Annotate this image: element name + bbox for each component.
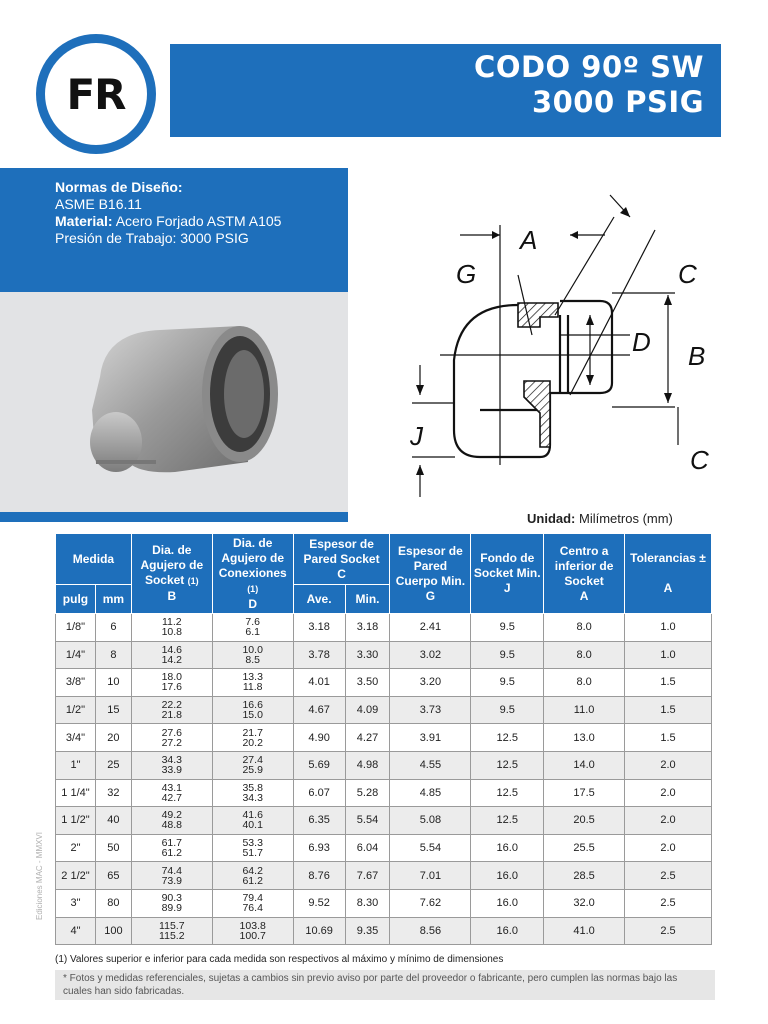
cell-wall-min: 6.04 [345,834,390,862]
cell-tolerance: 2.5 [625,862,712,890]
cell-center-to-bottom: 28.5 [544,862,625,890]
unit-label [527,511,673,526]
cell-socket-bore: 18.0 17.6 [131,669,212,697]
cell-connection-bore: 53.3 51.7 [212,834,293,862]
cell-mm: 65 [95,862,131,890]
header-min: Min. [345,585,390,614]
cell-pulg: 1" [56,751,96,779]
cell-wall-ave: 4.01 [293,669,345,697]
cell-tolerance: 2.5 [625,917,712,945]
cell-center-to-bottom: 41.0 [544,917,625,945]
cell-body-wall: 3.20 [390,669,471,697]
table-row [56,724,712,752]
footnote-1: (1) Valores superior e inferior para cada medida son respectivos al máximo y mínimo de dimensiones [55,954,504,965]
logo [45,43,147,145]
cell-body-wall: 3.91 [390,724,471,752]
cell-wall-min: 4.09 [345,696,390,724]
design-value: ASME B16.11 [55,196,142,212]
cell-connection-bore: 27.4 25.9 [212,751,293,779]
dimensions-table [55,533,712,945]
cell-socket-depth: 12.5 [471,751,544,779]
cell-pulg: 3/8" [56,669,96,697]
cell-mm: 10 [95,669,131,697]
cell-wall-min: 5.54 [345,807,390,835]
cell-pulg: 3" [56,889,96,917]
cell-connection-bore: 41.6 40.1 [212,807,293,835]
material-label: Material: [55,213,113,229]
cell-wall-ave: 5.69 [293,751,345,779]
page-title [474,50,704,120]
cell-wall-min: 3.18 [345,614,390,642]
logo-text: FR [66,69,126,119]
cell-center-to-bottom: 25.5 [544,834,625,862]
cell-socket-depth: 12.5 [471,779,544,807]
cell-center-to-bottom: 14.0 [544,751,625,779]
cell-wall-ave: 4.90 [293,724,345,752]
cell-wall-ave: 3.78 [293,641,345,669]
table-row [56,641,712,669]
cell-body-wall: 4.55 [390,751,471,779]
cell-connection-bore: 10.0 8.5 [212,641,293,669]
header-socket-wall: Espesor de Pared Socket C [293,534,390,585]
cell-socket-bore: 49.2 48.8 [131,807,212,835]
cell-pulg: 1/8" [56,614,96,642]
cell-connection-bore: 16.6 15.0 [212,696,293,724]
cell-mm: 6 [95,614,131,642]
label-d: D [632,327,651,357]
cell-connection-bore: 103.8 100.7 [212,917,293,945]
cell-body-wall: 3.73 [390,696,471,724]
cell-socket-depth: 16.0 [471,917,544,945]
cell-tolerance: 2.0 [625,834,712,862]
cell-connection-bore: 79.4 76.4 [212,889,293,917]
header-pulg: pulg [56,585,96,614]
unit-title: Unidad: [527,511,576,526]
material-value: Acero Forjado ASTM A105 [115,213,282,229]
cell-mm: 25 [95,751,131,779]
unit-value: Milímetros (mm) [579,511,673,526]
cell-body-wall: 3.02 [390,641,471,669]
cell-body-wall: 7.62 [390,889,471,917]
title-line-1: CODO 90º SW [474,50,704,84]
cell-socket-depth: 9.5 [471,696,544,724]
cell-socket-bore: 22.2 21.8 [131,696,212,724]
spec-box [0,168,348,292]
cell-wall-ave: 6.93 [293,834,345,862]
cell-tolerance: 2.0 [625,751,712,779]
table-row [56,917,712,945]
cell-body-wall: 8.56 [390,917,471,945]
cell-tolerance: 2.5 [625,889,712,917]
pressure-text: Presión de Trabajo: 3000 PSIG [55,230,249,246]
cell-wall-ave: 3.18 [293,614,345,642]
cell-wall-min: 3.50 [345,669,390,697]
cell-center-to-bottom: 17.5 [544,779,625,807]
table-row [56,807,712,835]
cell-socket-depth: 9.5 [471,614,544,642]
cell-pulg: 2 1/2" [56,862,96,890]
footnote-2: * Fotos y medidas referenciales, sujetas a cambios sin previo aviso por parte del proveedor o fabricante, pero cumplen las normas bajo las cuales han sido fabricadas. [55,970,715,1000]
cell-socket-depth: 12.5 [471,807,544,835]
header-medida: Medida [56,534,132,585]
cell-tolerance: 1.5 [625,724,712,752]
cell-mm: 32 [95,779,131,807]
elbow-photo-illustration [0,292,348,514]
cell-tolerance: 1.5 [625,669,712,697]
cell-pulg: 3/4" [56,724,96,752]
title-line-2: 3000 PSIG [531,85,704,119]
cell-wall-min: 4.27 [345,724,390,752]
cell-wall-min: 3.30 [345,641,390,669]
cell-wall-min: 5.28 [345,779,390,807]
cell-body-wall: 5.08 [390,807,471,835]
cell-pulg: 1 1/2" [56,807,96,835]
label-c-bottom: C [690,445,709,475]
cell-body-wall: 4.85 [390,779,471,807]
header-socket-bore: Dia. de Agujero de Socket (1) B [131,534,212,614]
cell-socket-depth: 16.0 [471,834,544,862]
technical-drawing [400,185,730,505]
cell-wall-ave: 6.35 [293,807,345,835]
cell-mm: 8 [95,641,131,669]
table-row [56,696,712,724]
cell-socket-depth: 16.0 [471,889,544,917]
cell-connection-bore: 35.8 34.3 [212,779,293,807]
cell-wall-min: 7.67 [345,862,390,890]
header-socket-depth: Fondo de Socket Min. J [471,534,544,614]
header-center-to-bottom: Centro a inferior de Socket A [544,534,625,614]
cell-body-wall: 2.41 [390,614,471,642]
cell-connection-bore: 7.6 6.1 [212,614,293,642]
cell-socket-bore: 74.4 73.9 [131,862,212,890]
cell-mm: 100 [95,917,131,945]
cell-wall-ave: 10.69 [293,917,345,945]
design-label: Normas de Diseño: [55,179,183,195]
cell-wall-min: 8.30 [345,889,390,917]
cell-wall-ave: 8.76 [293,862,345,890]
cell-center-to-bottom: 11.0 [544,696,625,724]
cell-socket-depth: 9.5 [471,641,544,669]
cell-socket-bore: 43.1 42.7 [131,779,212,807]
cell-body-wall: 5.54 [390,834,471,862]
cell-center-to-bottom: 8.0 [544,669,625,697]
cell-center-to-bottom: 32.0 [544,889,625,917]
cell-tolerance: 1.0 [625,641,712,669]
product-photo [0,292,348,514]
cell-socket-bore: 11.2 10.8 [131,614,212,642]
cell-tolerance: 2.0 [625,807,712,835]
cell-pulg: 1/4" [56,641,96,669]
table-row [56,751,712,779]
cell-socket-bore: 115.7 115.2 [131,917,212,945]
cell-connection-bore: 64.2 61.2 [212,862,293,890]
label-j: J [410,421,423,451]
cell-center-to-bottom: 13.0 [544,724,625,752]
label-g: G [456,259,477,289]
header-ave: Ave. [293,585,345,614]
header-tolerances: Tolerancias ± A [625,534,712,614]
cell-socket-bore: 14.6 14.2 [131,641,212,669]
cell-center-to-bottom: 8.0 [544,614,625,642]
table-row [56,614,712,642]
label-a: A [520,225,538,255]
cell-pulg: 4" [56,917,96,945]
cell-mm: 20 [95,724,131,752]
cell-mm: 15 [95,696,131,724]
cell-mm: 50 [95,834,131,862]
table-row [56,862,712,890]
cell-tolerance: 1.0 [625,614,712,642]
cell-wall-ave: 9.52 [293,889,345,917]
cell-tolerance: 2.0 [625,779,712,807]
cell-socket-bore: 61.7 61.2 [131,834,212,862]
cell-center-to-bottom: 20.5 [544,807,625,835]
table-row [56,834,712,862]
cell-center-to-bottom: 8.0 [544,641,625,669]
label-b: B [688,341,706,371]
label-c-top: C [678,259,697,289]
cell-socket-bore: 90.3 89.9 [131,889,212,917]
cell-socket-depth: 12.5 [471,724,544,752]
cell-body-wall: 7.01 [390,862,471,890]
cell-wall-ave: 4.67 [293,696,345,724]
cell-socket-depth: 16.0 [471,862,544,890]
cell-mm: 80 [95,889,131,917]
table-row [56,889,712,917]
cell-tolerance: 1.5 [625,696,712,724]
cell-mm: 40 [95,807,131,835]
elbow-section-drawing [400,185,730,505]
cell-connection-bore: 13.3 11.8 [212,669,293,697]
header-mm: mm [95,585,131,614]
cell-pulg: 1 1/4" [56,779,96,807]
cell-pulg: 2" [56,834,96,862]
table-row [56,779,712,807]
photo-bar [0,512,348,522]
cell-pulg: 1/2" [56,696,96,724]
cell-connection-bore: 21.7 20.2 [212,724,293,752]
header-connection-bore: Dia. de Agujero de Conexiones (1) D [212,534,293,614]
cell-socket-depth: 9.5 [471,669,544,697]
cell-wall-min: 9.35 [345,917,390,945]
cell-socket-bore: 27.6 27.2 [131,724,212,752]
cell-socket-bore: 34.3 33.9 [131,751,212,779]
table-row [56,669,712,697]
edition-text: Ediciones MAC - MMXVI [35,831,44,920]
cell-wall-min: 4.98 [345,751,390,779]
cell-wall-ave: 6.07 [293,779,345,807]
header-body-wall: Espesor de Pared Cuerpo Min. G [390,534,471,614]
